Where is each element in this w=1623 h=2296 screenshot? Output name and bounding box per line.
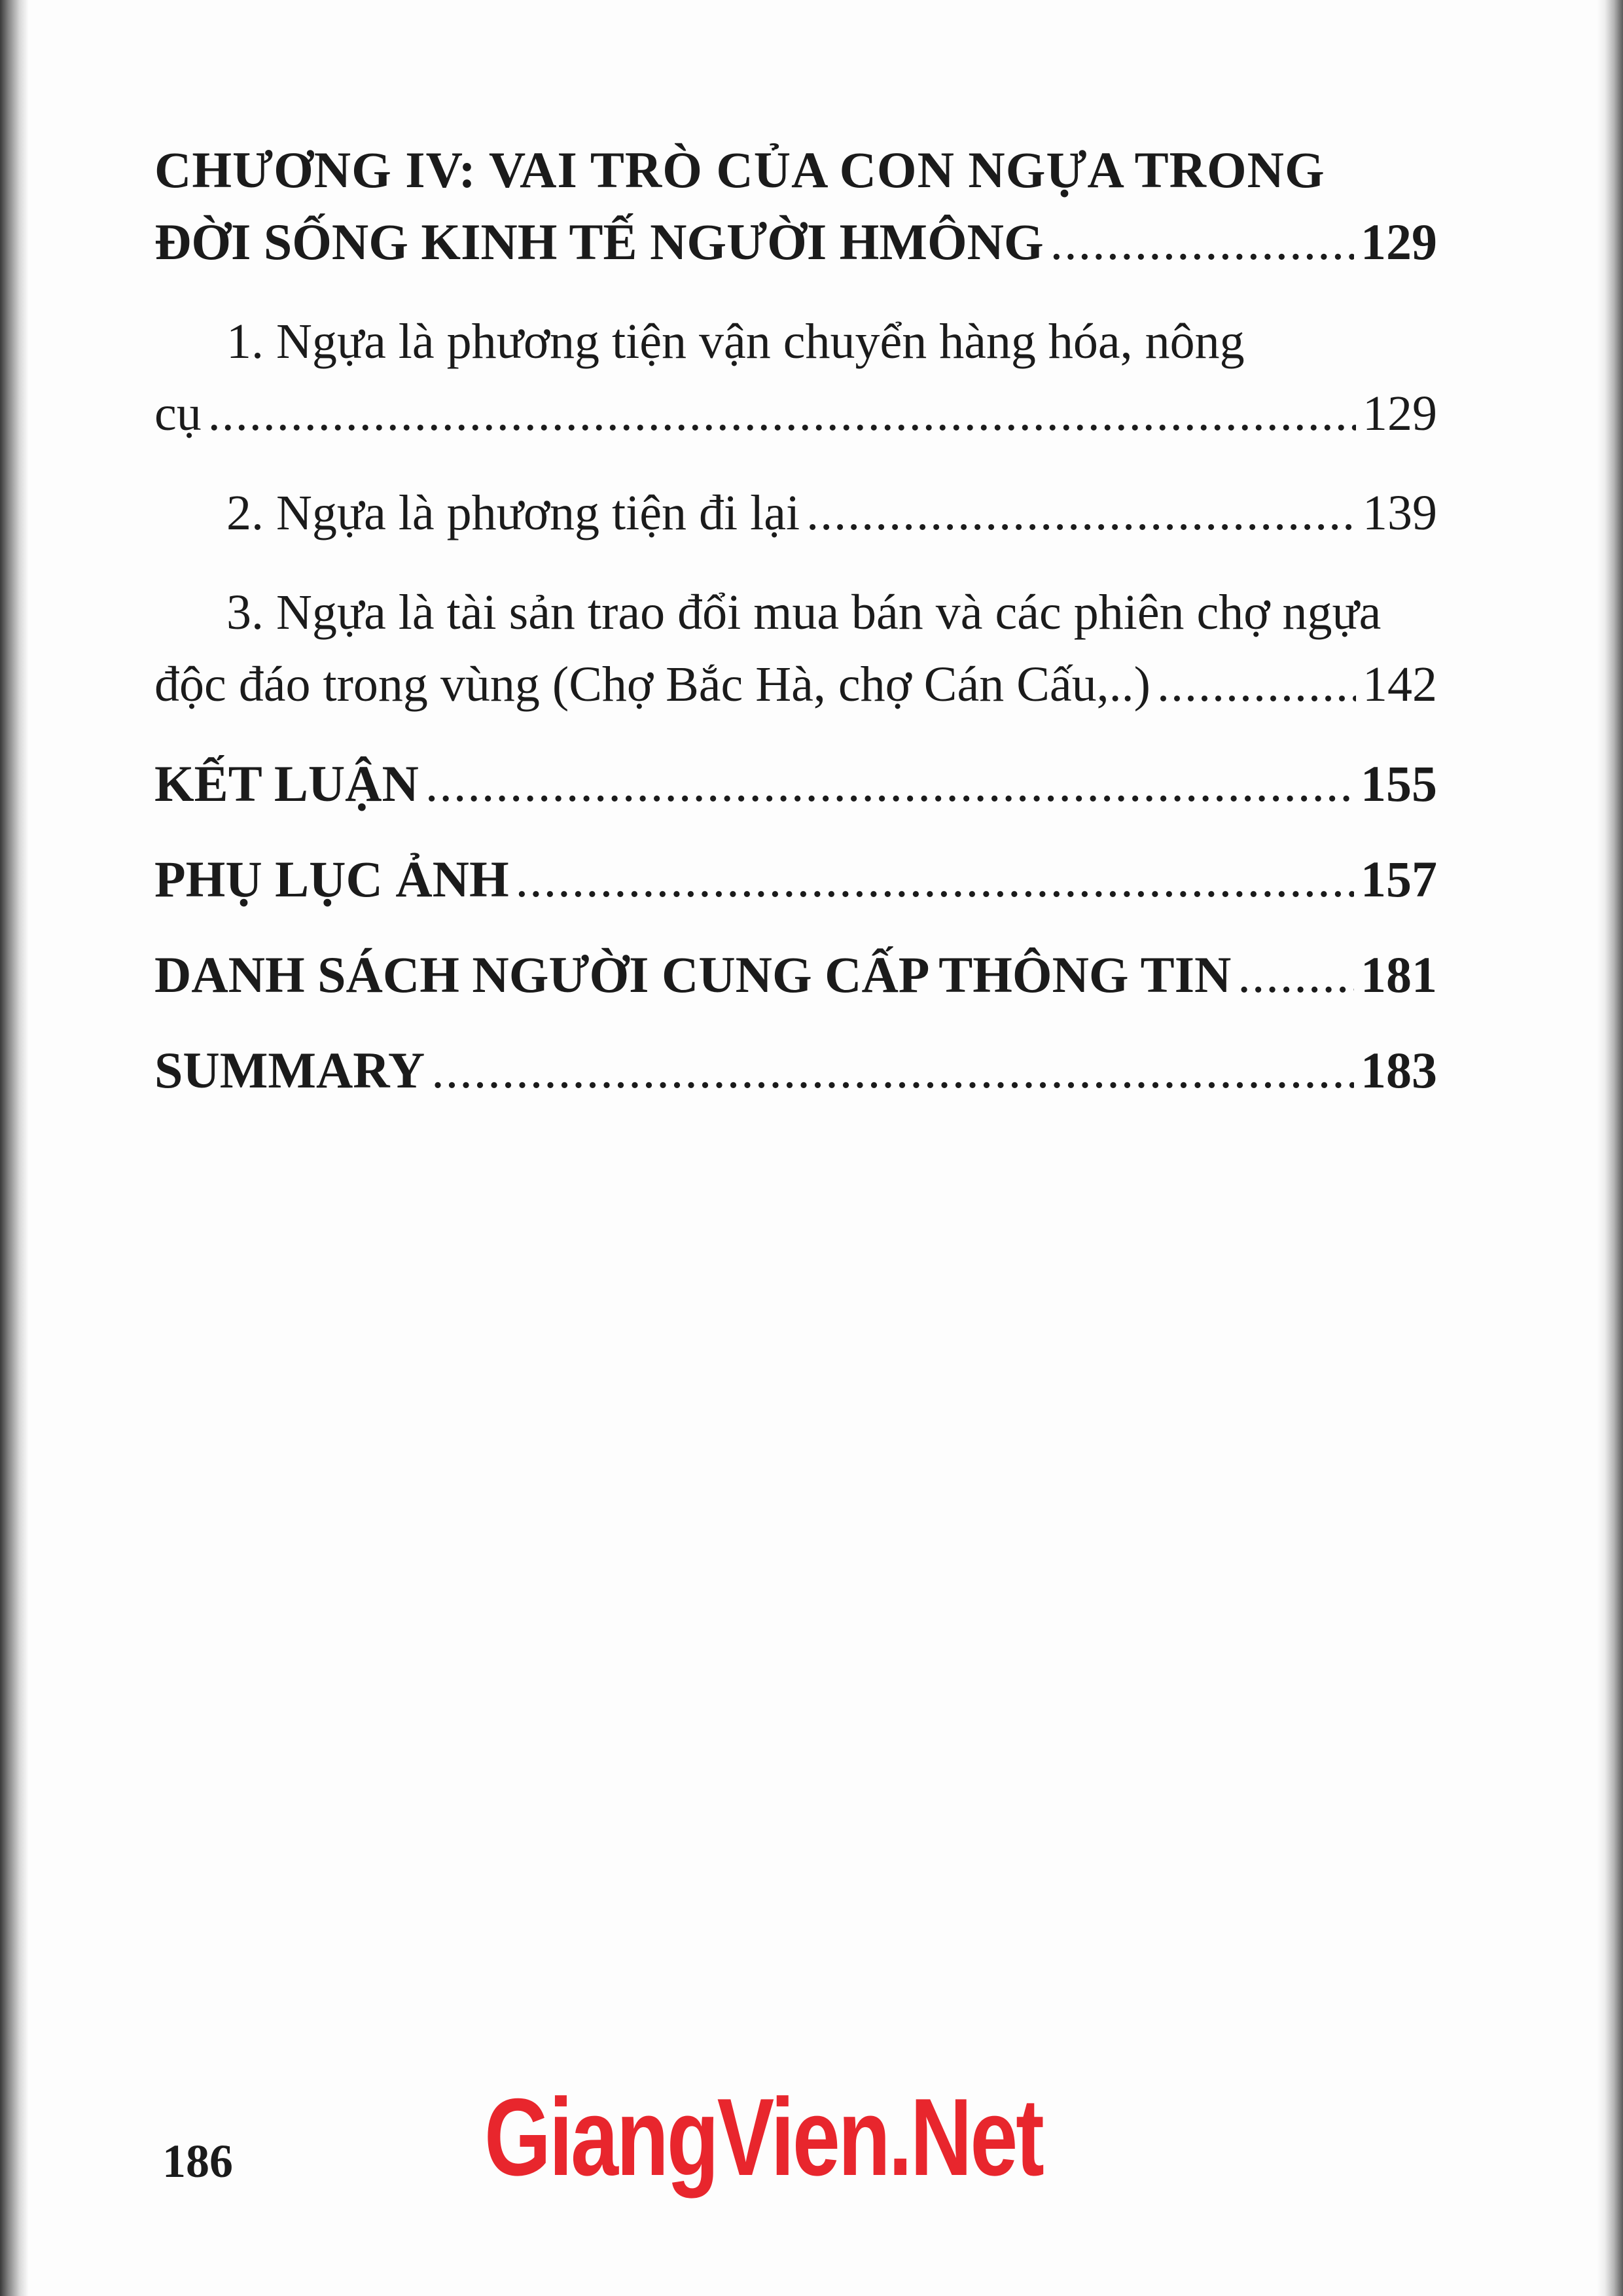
dot-leader [208,378,1356,450]
page-number: 186 [162,2135,233,2187]
chapter-4-page: 129 [1361,213,1437,270]
dot-leader [1238,939,1354,1011]
toc-entry-summary [154,1034,1437,1106]
item-2-page: 139 [1363,486,1437,540]
dot-leader [806,477,1356,549]
chapter-4-title-line-2: ĐỜI SỐNG KINH TẾ NGƯỜI HMÔNG [154,213,1044,270]
photos-text: PHỤ LỤC ẢNH [154,851,509,908]
page-edge-left [0,0,29,2296]
dot-leader [1157,648,1356,720]
informants-page: 181 [1361,946,1437,1003]
dot-leader [1050,206,1354,278]
photos-page: 157 [1361,851,1437,908]
toc-entry-conclusion [154,748,1437,820]
item-2-text: 2. Ngựa là phương tiện đi lại [226,486,800,540]
watermark-logo: GiangVien.Net [484,2075,1043,2199]
conclusion-page: 155 [1361,755,1437,812]
toc-entry-item-1 [154,306,1437,450]
table-of-contents [154,134,1437,1130]
informants-text: DANH SÁCH NGƯỜI CUNG CẤP THÔNG TIN [154,946,1232,1003]
dot-leader [425,748,1354,820]
item-1-line-2: cụ [154,386,202,441]
toc-entry-photos [154,843,1437,915]
item-1-page: 129 [1363,386,1437,441]
chapter-4-title-line-1: CHƯƠNG IV: VAI TRÒ CỦA CON NGỰA TRONG [154,141,1325,198]
conclusion-text: KẾT LUẬN [154,755,419,812]
toc-entry-item-2 [154,477,1437,549]
summary-page: 183 [1361,1042,1437,1099]
item-1-line-1: 1. Ngựa là phương tiện vận chuyển hàng hóa, nông [226,314,1245,369]
toc-entry-informants [154,939,1437,1011]
summary-text: SUMMARY [154,1042,425,1099]
dot-leader [431,1034,1354,1106]
page-edge-right [1597,0,1623,2296]
dot-leader [516,843,1354,915]
toc-entry-item-3 [154,576,1437,720]
item-3-line-2: độc đáo trong vùng (Chợ Bắc Hà, chợ Cán Cấu,..) [154,657,1150,712]
item-3-page: 142 [1363,657,1437,712]
toc-entry-chapter-4 [154,134,1437,278]
item-3-line-1: 3. Ngựa là tài sản trao đổi mua bán và các phiên chợ ngựa [226,585,1382,640]
